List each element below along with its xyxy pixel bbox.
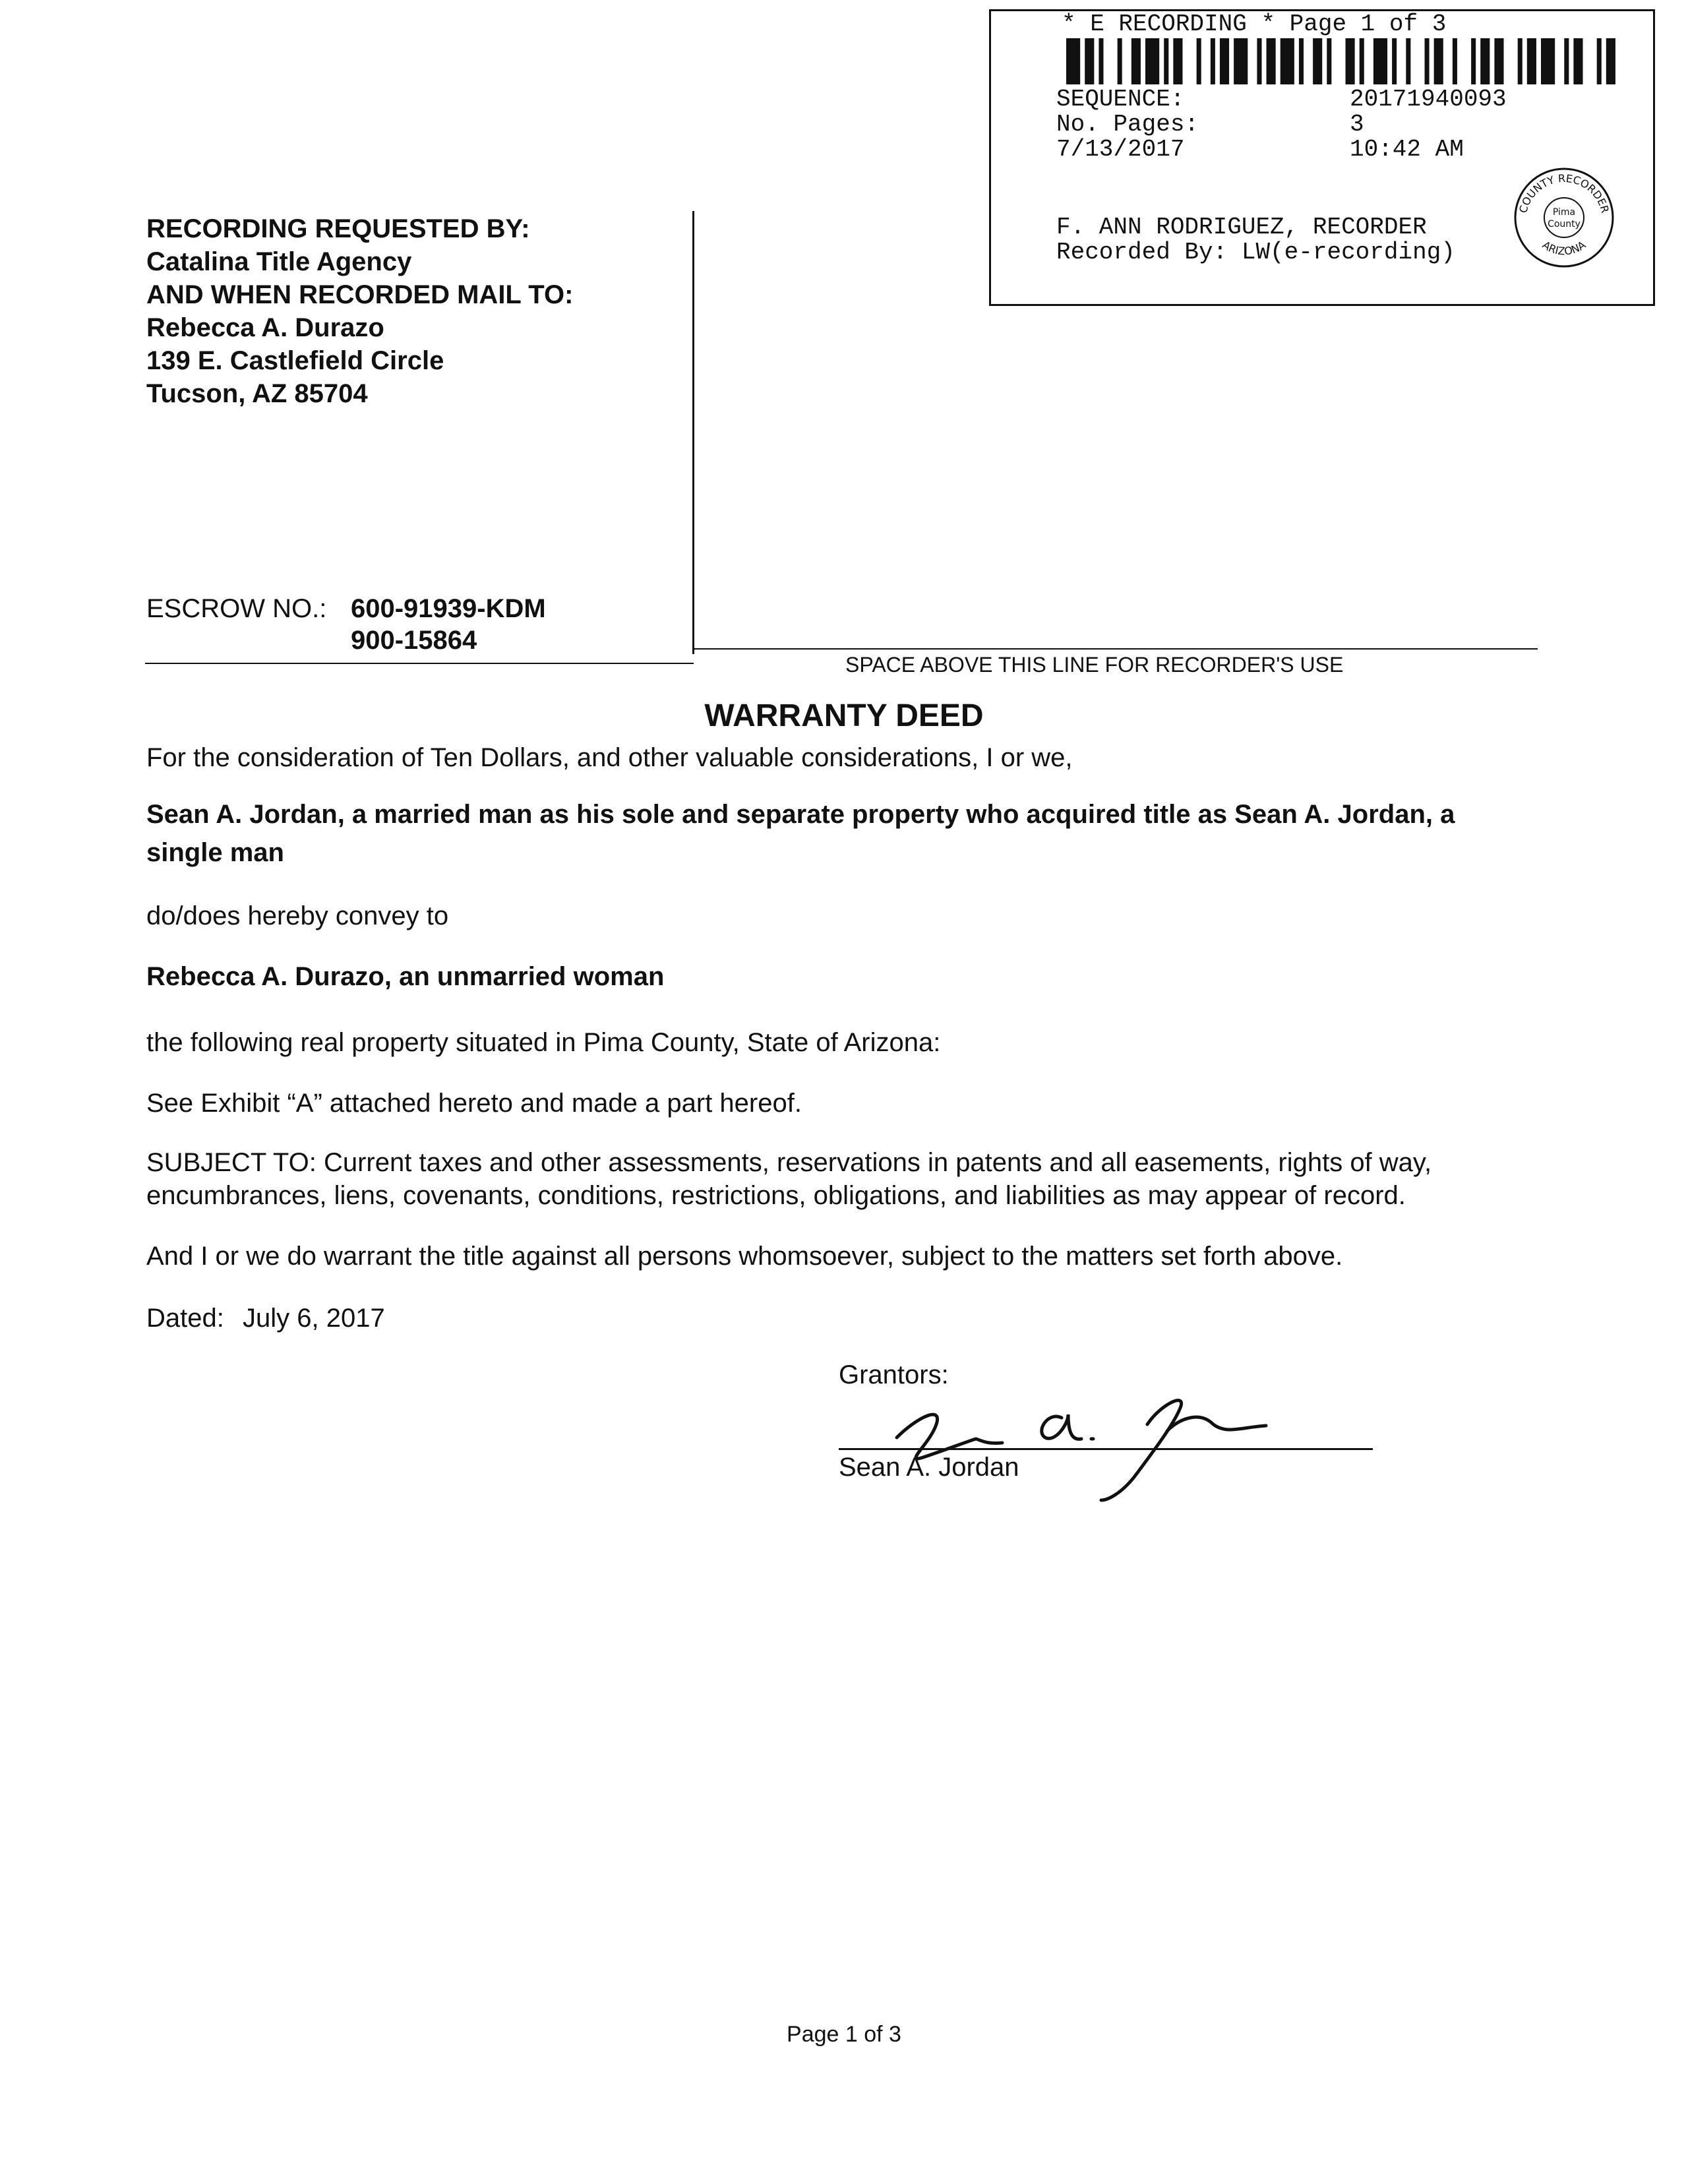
dated-label: Dated:	[146, 1304, 224, 1333]
warranty-text: And I or we do warrant the title against all persons whomsoever, subject to the matters set forth above.	[146, 1242, 1343, 1271]
signature	[870, 1378, 1332, 1510]
escrow-number-2: 900-15864	[351, 626, 477, 655]
vertical-divider	[692, 211, 694, 654]
pages-value: 3	[1350, 111, 1364, 138]
signature-line	[839, 1448, 1373, 1450]
grantor-description-line-2: single man	[146, 838, 284, 867]
grantor-description-line-1: Sean A. Jordan, a married man as his sole and separate property who acquired title as Sean A. Jordan, a	[146, 800, 1455, 829]
sequence-label: SEQUENCE:	[1056, 86, 1185, 113]
convey-text: do/does hereby convey to	[146, 901, 449, 930]
page-number: Page 1 of 3	[787, 2022, 901, 2047]
mail-to-label: AND WHEN RECORDED MAIL TO:	[146, 280, 574, 309]
stamp-header: * E RECORDING * Page 1 of 3	[1062, 11, 1447, 38]
recorder-space-line-right	[692, 648, 1538, 650]
mail-city: Tucson, AZ 85704	[146, 379, 368, 408]
document-title: WARRANTY DEED	[704, 698, 984, 733]
requested-by: Catalina Title Agency	[146, 247, 412, 276]
grantor-name: Sean A. Jordan	[839, 1453, 1019, 1482]
grantee-text: Rebecca A. Durazo, an unmarried woman	[146, 962, 665, 991]
recording-date: 7/13/2017	[1056, 136, 1185, 163]
svg-text:COUNTY RECORDER: COUNTY RECORDER	[1517, 171, 1612, 215]
exhibit-text: See Exhibit “A” attached hereto and made a part hereof.	[146, 1089, 802, 1118]
mail-name: Rebecca A. Durazo	[146, 313, 384, 342]
barcode-icon	[1066, 38, 1620, 84]
subject-to-line-2: encumbrances, liens, covenants, conditions, restrictions, obligations, and liabilities as may appear of record.	[146, 1181, 1406, 1210]
requested-by-label: RECORDING REQUESTED BY:	[146, 214, 530, 243]
property-text: the following real property situated in Pima County, State of Arizona:	[146, 1028, 941, 1057]
pages-label: No. Pages:	[1056, 111, 1199, 138]
mail-street: 139 E. Castlefield Circle	[146, 346, 444, 375]
sequence-value: 20171940093	[1350, 86, 1507, 113]
dated-value: July 6, 2017	[243, 1304, 385, 1333]
svg-text:County: County	[1548, 219, 1581, 229]
grantors-label: Grantors:	[839, 1360, 949, 1389]
recorder-use-note: SPACE ABOVE THIS LINE FOR RECORDER'S USE	[845, 653, 1344, 677]
consideration-text: For the consideration of Ten Dollars, and other valuable considerations, I or we,	[146, 743, 1073, 772]
escrow-number-1: 600-91939-KDM	[351, 594, 546, 623]
subject-to-line-1: SUBJECT TO: Current taxes and other assessments, reservations in patents and all easements, rights of way,	[146, 1148, 1432, 1177]
escrow-label: ESCROW NO.:	[146, 594, 327, 623]
recorded-by: Recorded By: LW(e-recording)	[1056, 239, 1455, 266]
recorder-name: F. ANN RODRIGUEZ, RECORDER	[1056, 214, 1427, 241]
county-seal-icon	[1511, 165, 1617, 270]
svg-text:ARIZONA: ARIZONA	[1540, 238, 1588, 258]
recording-time: 10:42 AM	[1350, 136, 1464, 163]
recorder-space-line-left	[145, 663, 694, 664]
svg-text:Pima: Pima	[1552, 207, 1576, 218]
